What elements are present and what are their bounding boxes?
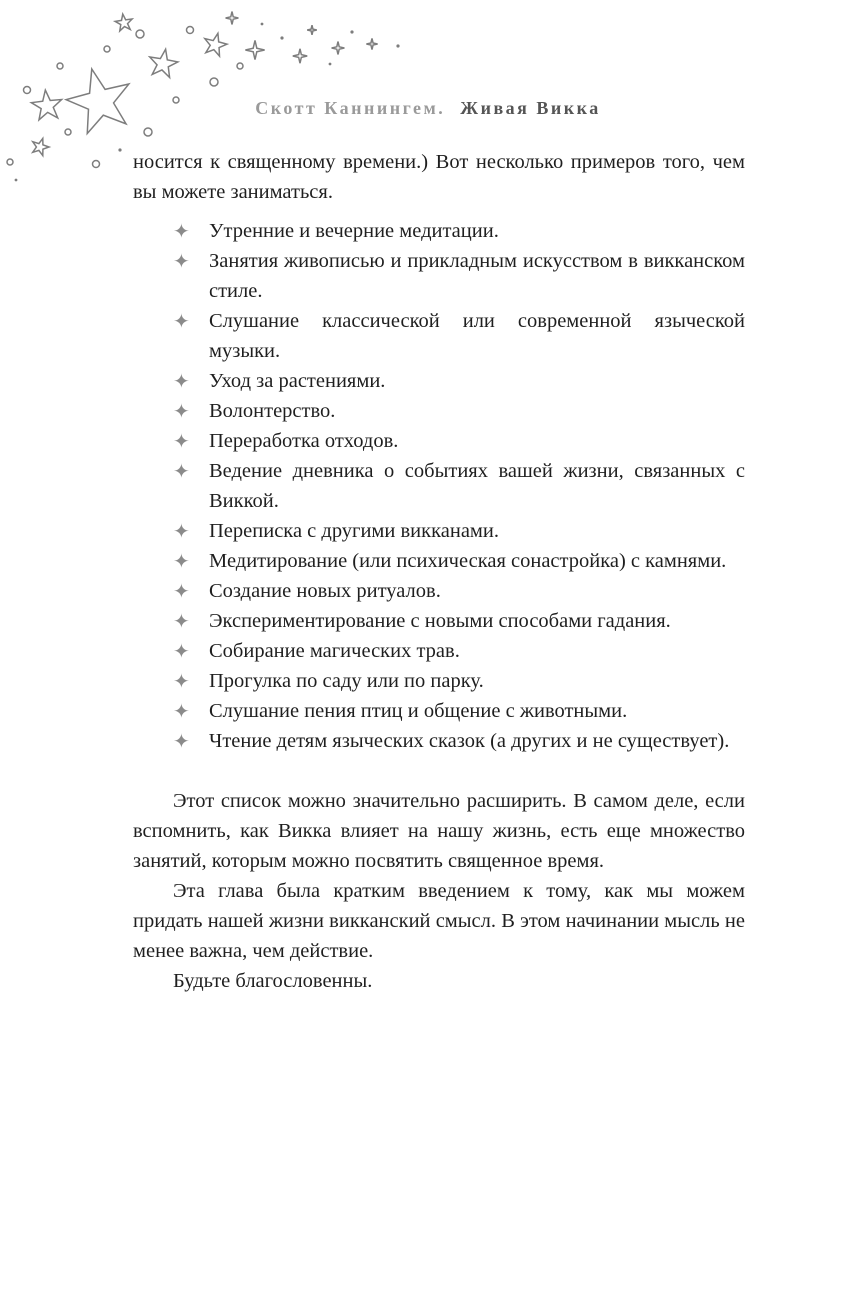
sparkle-bullet-icon: ✦ [173, 519, 190, 543]
list-item [133, 666, 745, 696]
paragraph: Будьте благословенны. [173, 970, 373, 992]
sparkle-bullet-icon: ✦ [173, 429, 190, 453]
sparkle-bullet-icon: ✦ [173, 729, 190, 753]
list-item-text: Экспериментирование с новыми способами гадания. [209, 610, 671, 632]
list-item [133, 726, 745, 756]
running-header [0, 0, 856, 119]
list-item-text: Чтение детям языческих сказок (а других и не существует). [209, 730, 730, 752]
list-item-text: Занятия живописью и прикладным искусством в викканском стиле. [209, 250, 745, 302]
sparkle-bullet-icon: ✦ [173, 609, 190, 633]
sparkle-bullet-icon: ✦ [173, 369, 190, 393]
sparkle-bullet-icon: ✦ [173, 639, 190, 663]
list-item-text: Медитирование (или психическая сонастройка) с камнями. [209, 550, 727, 572]
sparkle-bullet-icon: ✦ [173, 549, 190, 573]
list-item-text: Слушание классической или современной языческой музыки. [209, 310, 745, 362]
list-item-text: Переработка отходов. [209, 430, 399, 452]
sparkle-bullet-icon: ✦ [173, 219, 190, 243]
list-item [133, 306, 745, 366]
list-item [133, 396, 745, 426]
closing-paragraphs [133, 786, 745, 996]
book-title: Живая Викка [460, 98, 601, 118]
list-item [133, 606, 745, 636]
list-item [133, 546, 745, 576]
sparkle-bullet-icon: ✦ [173, 699, 190, 723]
body-text [0, 119, 856, 996]
list-item [133, 456, 745, 516]
list-item-text: Переписка с другими викканами. [209, 520, 499, 542]
list-item [133, 696, 745, 726]
sparkle-bullet-icon: ✦ [173, 669, 190, 693]
intro-paragraph: носится к священному времени.) Вот несколько примеров того, чем вы можете заниматься. [133, 151, 745, 203]
sparkle-bullet-icon: ✦ [173, 579, 190, 603]
list-item-text: Уход за растениями. [209, 370, 386, 392]
list-item [133, 246, 745, 306]
paragraph: Эта глава была кратким введением к тому, как мы можем придать нашей жизни викканский смысл. В этом начинании мысль не менее важна, чем действие. [133, 880, 745, 962]
list-item-text: Утренние и вечерние медитации. [209, 220, 499, 242]
sparkle-bullet-icon: ✦ [173, 459, 190, 483]
list-item [133, 426, 745, 456]
list-item-text: Слушание пения птиц и общение с животными. [209, 700, 628, 722]
list-item-text: Создание новых ритуалов. [209, 580, 441, 602]
list-item-text: Волонтерство. [209, 400, 336, 422]
list-item-text: Собирание магических трав. [209, 640, 460, 662]
list-item [133, 216, 745, 246]
sparkle-bullet-icon: ✦ [173, 309, 190, 333]
list-item-text: Ведение дневника о событиях вашей жизни, связанных с Виккой. [209, 460, 745, 512]
list-item [133, 366, 745, 396]
list-item [133, 516, 745, 546]
paragraph: Этот список можно значительно расширить. В самом деле, если вспомнить, как Викка влияет на нашу жизнь, есть еще множество занятий, которым можно посвятить священное время. [133, 790, 745, 872]
list-item [133, 636, 745, 666]
activity-list [133, 216, 745, 756]
sparkle-bullet-icon: ✦ [173, 399, 190, 423]
sparkle-bullet-icon: ✦ [173, 249, 190, 273]
author-name: Скотт Каннингем. [255, 98, 446, 118]
list-item [133, 576, 745, 606]
list-item-text: Прогулка по саду или по парку. [209, 670, 484, 692]
